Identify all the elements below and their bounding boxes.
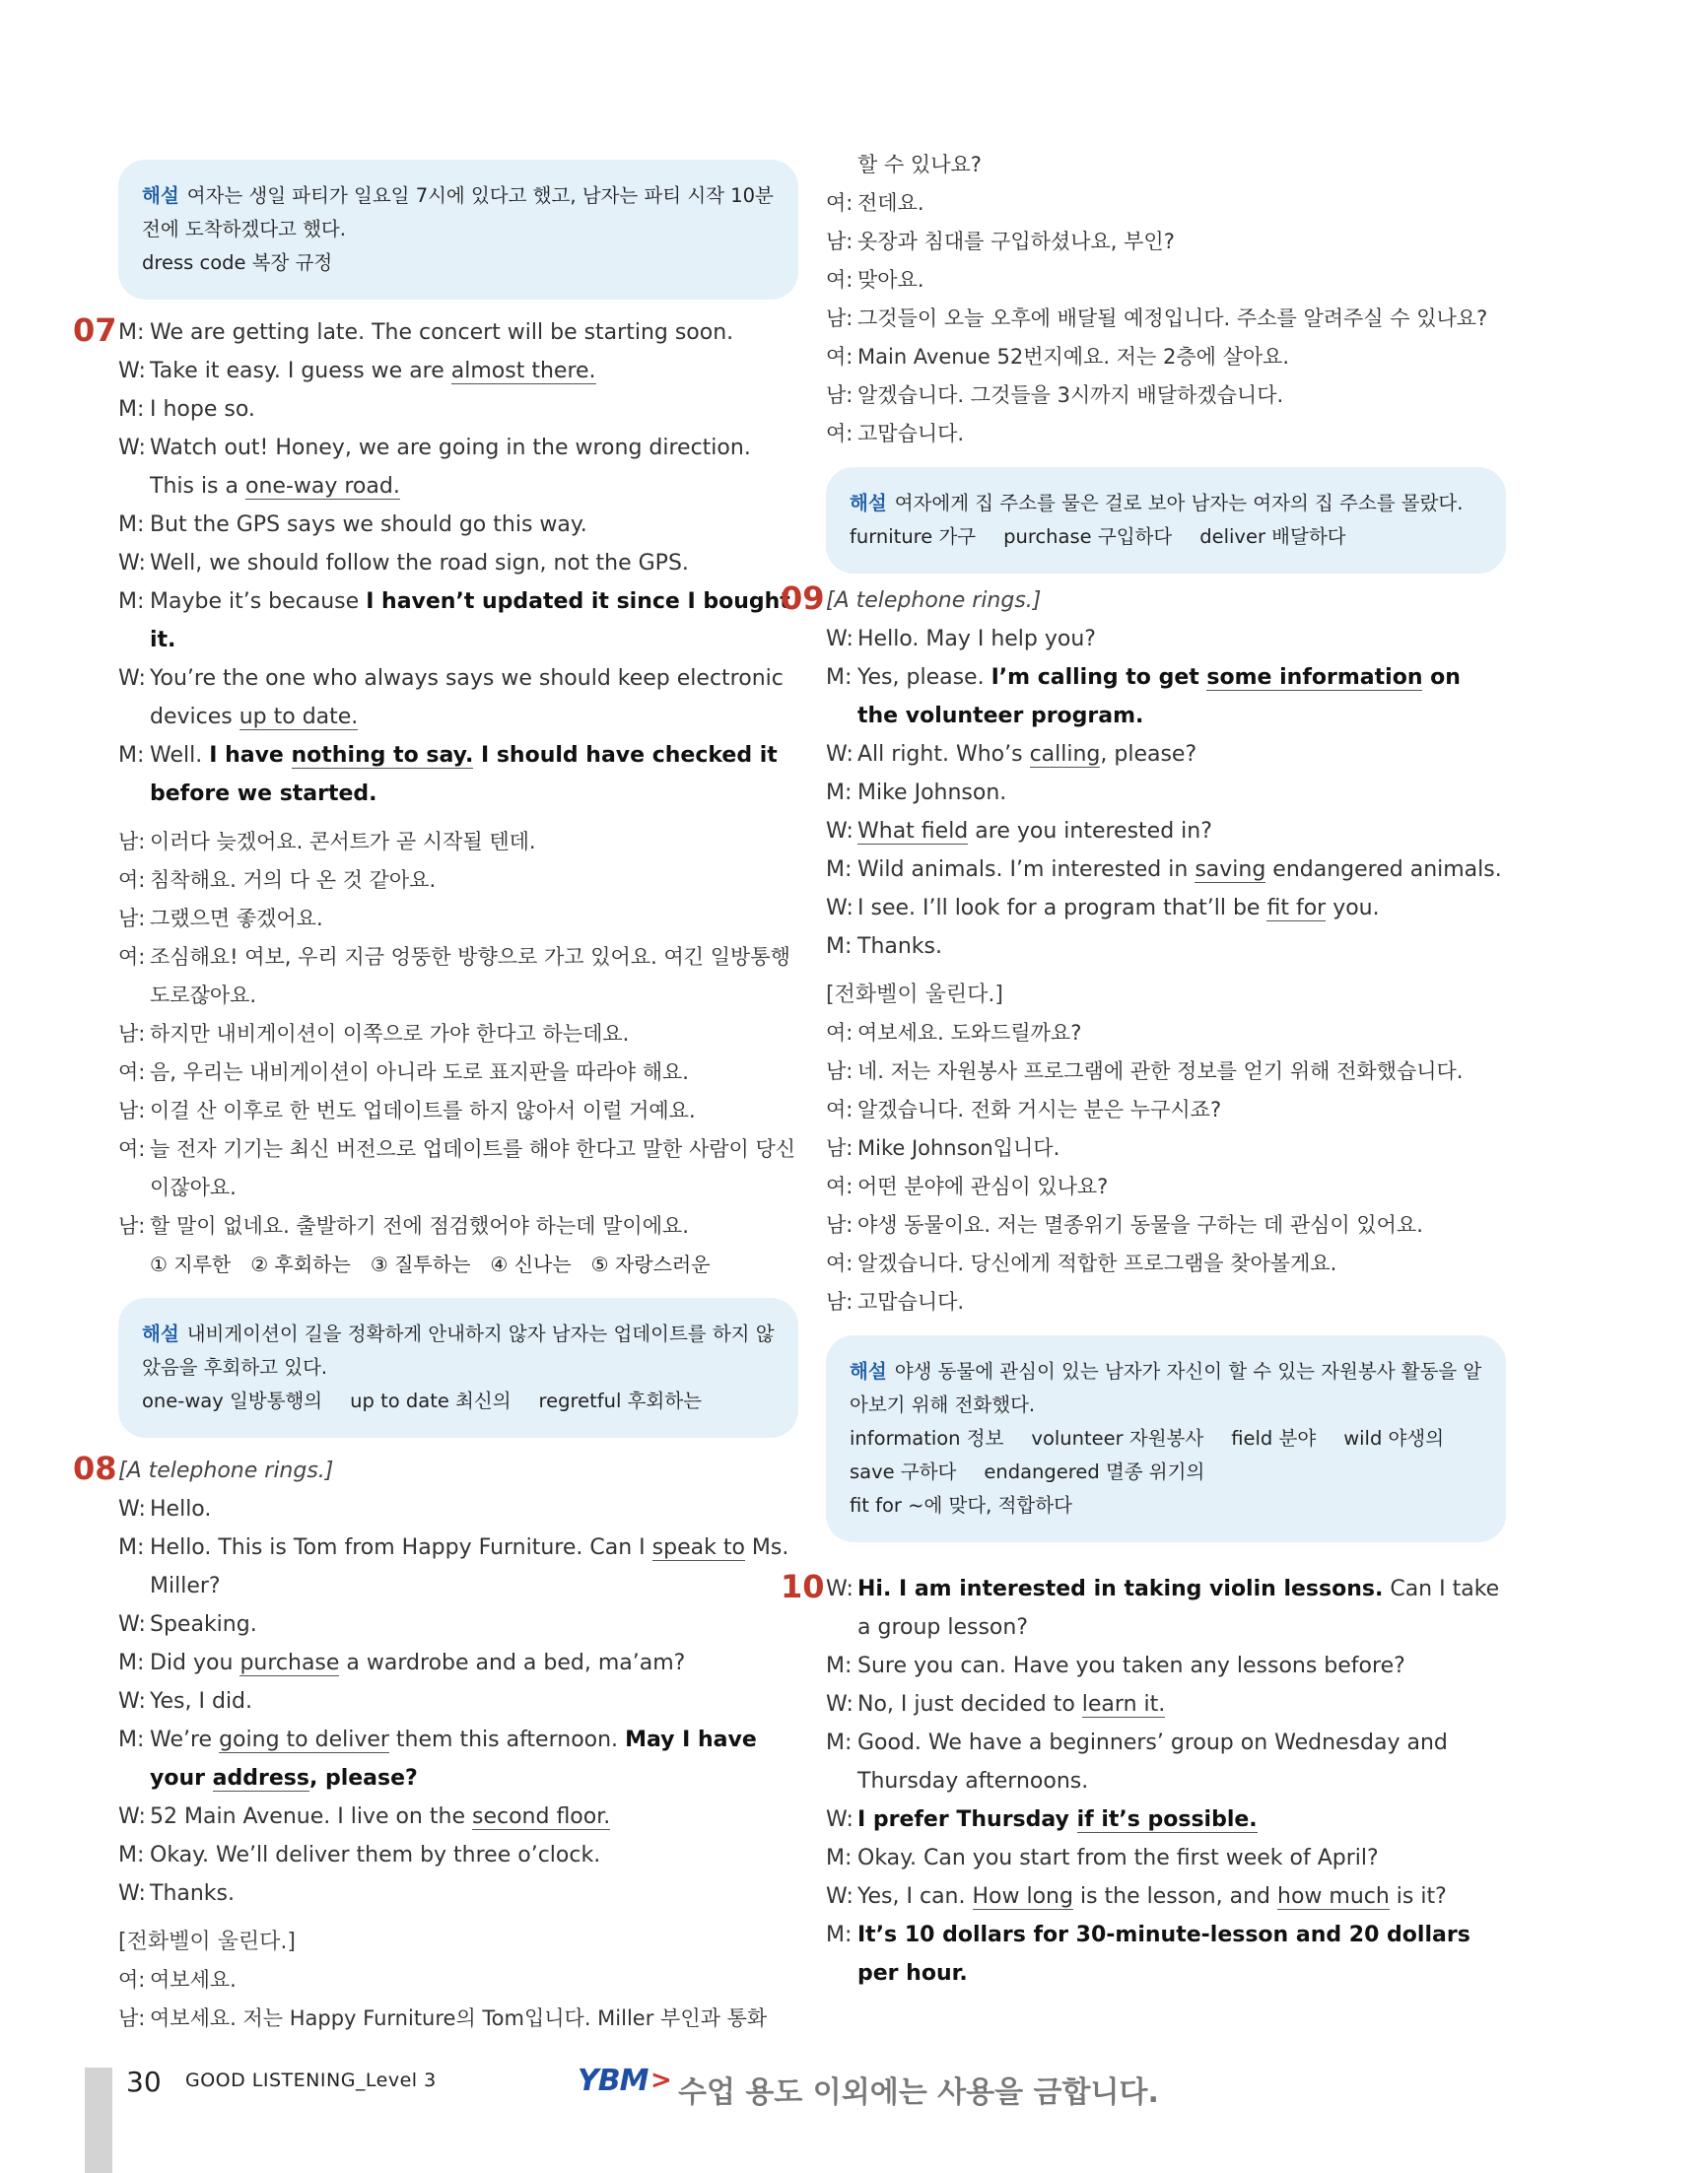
translation-text: 야생 동물이요. 저는 멸종위기 동물을 구하는 데 관심이 있어요. [857, 1213, 1423, 1237]
speaker-label: M: [118, 512, 145, 537]
translation-line [118, 1207, 798, 1246]
dialogue-text: 52 Main Avenue. I live on the [150, 1804, 472, 1829]
dialogue-line [826, 812, 1506, 850]
translation-text: 여보세요. 도와드릴까요? [857, 1021, 1082, 1045]
ybm-logo: YBM [578, 2064, 649, 2098]
speaker-label: M: [826, 857, 853, 882]
dialogue-line [826, 620, 1506, 658]
translation-text: 여보세요. 저는 Happy Furniture의 Tom입니다. Miller 부인과 통화 [150, 2006, 768, 2030]
dialogue-line [118, 390, 798, 429]
speaker-label: M: [118, 1651, 145, 1675]
translation-text: 알겠습니다. 그것들을 3시까지 배달하겠습니다. [857, 383, 1284, 407]
vocab-item: deliver 배달하다 [1199, 525, 1346, 548]
speaker-label: W: [826, 627, 854, 651]
explanation-box [826, 1335, 1506, 1542]
translation-text: 그것들이 오늘 오후에 배달될 예정입니다. 주소를 알려주실 수 있나요? [857, 306, 1488, 330]
dialogue-line [118, 1528, 798, 1605]
dialogue-text: you. [1326, 896, 1380, 920]
translation-line [118, 938, 798, 1015]
dialogue-line [826, 889, 1506, 927]
dialogue-text: Ms. Miller? [150, 1535, 789, 1598]
dialogue-text: , please? [1100, 742, 1197, 767]
dialogue-text: I hope so. [150, 397, 255, 422]
dialogue-text: I’m calling to get [991, 665, 1207, 690]
speaker-label: W: [118, 436, 146, 460]
translation-line [118, 900, 798, 938]
speaker-label: 남: [118, 1099, 146, 1122]
vocab-list [142, 1385, 775, 1418]
explanation-label: 해설 [850, 492, 887, 514]
translation-line [826, 1129, 1506, 1168]
dialogue-text: one-way road. [245, 474, 400, 499]
vocab-item: wild 야생의 [1343, 1427, 1445, 1450]
vocab-list [142, 246, 775, 280]
dialogue-text: May I have your [150, 1728, 757, 1791]
question-07 [73, 311, 798, 1284]
question-10 [781, 1568, 1506, 1993]
dialogue-text: Thanks. [857, 934, 943, 959]
dialogue-text: Yes, I did. [150, 1689, 253, 1714]
speaker-label: 남: [118, 1214, 146, 1238]
dialogue-line [118, 1490, 798, 1528]
speaker-label: M: [826, 934, 853, 959]
translation-line [826, 1206, 1506, 1245]
dialogue-line [826, 735, 1506, 774]
dialogue-text: We’re [150, 1728, 220, 1752]
dialogue-text: Sure you can. Have you taken any lessons before? [857, 1654, 1405, 1678]
speaker-label: 남: [826, 1290, 854, 1314]
page-number: 30 [126, 2066, 162, 2098]
dialogue-line [826, 1685, 1506, 1724]
dialogue-line [118, 659, 798, 736]
speaker-label: 남: [118, 2006, 146, 2030]
vocab-item: save 구하다 [850, 1460, 957, 1483]
dialogue-text: up to date. [239, 705, 359, 729]
explanation-text [142, 1318, 775, 1385]
dialogue-text: We are getting late. The concert will be starting soon. [150, 320, 734, 345]
translation-line [118, 2000, 798, 2038]
speaker-label: W: [118, 1881, 146, 1906]
speaker-label: 여: [826, 268, 854, 292]
dialogue-text: Watch out! Honey, we are going in the wrong direction. This is a [150, 436, 751, 499]
dialogue-text: I see. I’ll look for a program that’ll be [857, 896, 1267, 920]
speaker-label: 여: [118, 945, 146, 969]
translation-line [826, 223, 1506, 261]
answer-choice: ④ 신나는 [490, 1253, 572, 1276]
speaker-label: 남: [118, 1022, 146, 1046]
translation-text: 여보세요. [150, 1968, 237, 1992]
stage-direction-korean: [전화벨이 울린다.] [826, 983, 1003, 1007]
dialogue-text: Good. We have a beginners’ group on Wednesday and Thursday afternoons. [857, 1731, 1448, 1794]
dialogue-text: Can I take a group lesson? [857, 1577, 1500, 1640]
explanation-text [850, 1355, 1482, 1422]
speaker-label: W: [826, 896, 854, 920]
dialogue-line [826, 1647, 1506, 1685]
dialogue-text: Speaking. [150, 1612, 257, 1637]
left-column [73, 160, 798, 2038]
explanation-label: 해설 [142, 1323, 179, 1345]
dialogue-text: Hi. I am interested in taking violin lessons. [857, 1577, 1384, 1601]
translation-text: 침착해요. 거의 다 온 것 같아요. [150, 868, 437, 892]
translation-text: 알겠습니다. 전화 거시는 분은 누구시죠? [857, 1098, 1222, 1121]
explanation-body: 야생 동물에 관심이 있는 남자가 자신이 할 수 있는 자원봉사 활동을 알아보기 위해 전화했다. [850, 1360, 1482, 1416]
dialogue-text: Okay. Can you start from the first week of April? [857, 1846, 1379, 1870]
dialogue-line [118, 1721, 798, 1798]
dialogue-line [826, 1839, 1506, 1877]
dialogue-text: Well. [150, 743, 210, 768]
speaker-label: M: [118, 1728, 145, 1752]
speaker-label: W: [118, 1804, 146, 1829]
translation-text: 이러다 늦겠어요. 콘서트가 곧 시작될 텐데. [150, 830, 536, 853]
dialogue-line [118, 1836, 798, 1874]
dialogue-line [118, 313, 798, 352]
speaker-label: M: [118, 1535, 145, 1560]
dialogue-text: Did you [150, 1651, 240, 1675]
explanation-box [118, 160, 798, 300]
stage-direction [118, 1452, 798, 1490]
dialogue-text: Take it easy. I guess we are [150, 359, 451, 383]
explanation-body: 내비게이션이 길을 정확하게 안내하지 않자 남자는 업데이트를 하지 않았음을 후회하고 있다. [142, 1323, 775, 1379]
dialogue-line [826, 850, 1506, 889]
dialogue-text: Hello. [150, 1497, 212, 1522]
answer-choice: ③ 질투하는 [370, 1253, 471, 1276]
translation-line [826, 415, 1506, 453]
dialogue-text: Thanks. [150, 1881, 236, 1906]
dialogue-line [118, 352, 798, 390]
translation-text: 알겠습니다. 당신에게 적합한 프로그램을 찾아볼게요. [857, 1252, 1337, 1275]
explanation-box [118, 1298, 798, 1438]
speaker-label: M: [118, 320, 145, 345]
question-number: 08 [73, 1450, 117, 1487]
translation-line [118, 1092, 798, 1130]
speaker-label: W: [118, 551, 146, 576]
question-08 [73, 1450, 798, 2038]
chevron-right-icon: > [650, 2066, 672, 2095]
vocab-item: information 정보 [850, 1427, 1004, 1450]
answer-choice: ① 지루한 [150, 1253, 232, 1276]
vocab-item: regretful 후회하는 [538, 1390, 702, 1412]
vocab-item: fit for ~에 맞다, 적합하다 [850, 1494, 1072, 1517]
speaker-label: M: [826, 1923, 853, 1947]
dialogue-line [826, 774, 1506, 812]
speaker-label: 여: [826, 1175, 854, 1198]
vocab-list [850, 520, 1482, 554]
translation-text: 고맙습니다. [857, 422, 965, 445]
translation-line [118, 1053, 798, 1092]
explanation-label: 해설 [142, 184, 179, 207]
dialogue-text: how much [1277, 1884, 1390, 1909]
stage-direction-korean: [전화벨이 울린다.] [118, 1930, 296, 1954]
speaker-label: W: [826, 1577, 854, 1601]
translation-line [826, 146, 1506, 184]
book-title: GOOD LISTENING_Level 3 [185, 2070, 437, 2091]
speaker-label: 여: [118, 868, 146, 892]
dialogue-text: if it’s possible. [1076, 1807, 1258, 1832]
dialogue-line [118, 736, 798, 813]
vocab-item: purchase 구입하다 [1003, 525, 1173, 548]
dialogue-line [118, 1874, 798, 1913]
vocab-item: dress code 복장 규정 [142, 251, 333, 274]
speaker-label: 여: [826, 1098, 854, 1121]
question-09 [781, 579, 1506, 1322]
speaker-label: W: [826, 819, 854, 844]
dialogue-text: saving [1195, 857, 1266, 882]
translation-text: 음, 우리는 내비게이션이 아니라 도로 표지판을 따라야 해요. [150, 1060, 689, 1084]
dialogue-text: I should have checked it before we started. [150, 743, 778, 806]
speaker-label: M: [826, 665, 853, 690]
dialogue-text: learn it. [1081, 1692, 1166, 1717]
vocab-item: field 분야 [1231, 1427, 1317, 1450]
translation-text: 할 말이 없네요. 출발하기 전에 점검했어야 하는데 말이에요. [150, 1214, 689, 1238]
dialogue-text: I prefer Thursday [857, 1807, 1077, 1832]
answer-choices [118, 1246, 798, 1284]
dialogue-text: going to deliver [219, 1728, 389, 1752]
answer-choice: ② 후회하는 [250, 1253, 351, 1276]
translation-text: 조심해요! 여보, 우리 지금 엉뚱한 방향으로 가고 있어요. 여긴 일방통행 도로잖아요. [150, 945, 790, 1007]
dialogue-text: address [212, 1766, 309, 1791]
dialogue-text: a wardrobe and a bed, ma’am? [339, 1651, 686, 1675]
translation-text: 전데요. [857, 191, 924, 215]
dialogue-text: I haven’t updated it since I bought it. [150, 589, 790, 652]
speaker-label: M: [118, 589, 145, 614]
usage-notice: 수업 용도 이외에는 사용을 금합니다. [678, 2075, 1159, 2110]
translation-text: Main Avenue 52번지예요. 저는 2층에 살아요. [857, 345, 1290, 369]
speaker-label: 남: [826, 230, 854, 253]
translation-line [826, 376, 1506, 415]
translation-text: 하지만 내비게이션이 이쪽으로 가야 한다고 하는데요. [150, 1022, 630, 1046]
dialogue-text: You’re the one who always says we should keep electronic devices [150, 666, 784, 729]
dialogue-line [826, 927, 1506, 966]
question-number: 09 [781, 579, 825, 617]
speaker-label: M: [118, 1843, 145, 1867]
dialogue-text: second floor. [471, 1804, 611, 1829]
explanation-text [850, 487, 1482, 520]
dialogue-line [826, 1916, 1506, 1993]
translation-text: 고맙습니다. [857, 1290, 965, 1314]
translation-text: 네. 저는 자원봉사 프로그램에 관한 정보를 얻기 위해 전화했습니다. [857, 1059, 1464, 1083]
dialogue-text: them this afternoon. [388, 1728, 626, 1752]
speaker-label: W: [826, 1692, 854, 1717]
explanation-body: 여자는 생일 파티가 일요일 7시에 있다고 했고, 남자는 파티 시작 10분 전에 도착하겠다고 했다. [142, 184, 774, 240]
speaker-label: 여: [826, 1021, 854, 1045]
translation-line [826, 1168, 1506, 1206]
translation-text: 그랬으면 좋겠어요. [150, 907, 323, 930]
dialogue-text: nothing to say. [291, 743, 474, 768]
question-08-continued [826, 146, 1506, 453]
dialogue-line [118, 1682, 798, 1721]
dialogue-text: , please? [308, 1766, 418, 1791]
dialogue-text: almost there. [450, 359, 596, 383]
translation-text: 맞아요. [857, 268, 924, 292]
translation-text: 할 수 있나요? [857, 153, 982, 176]
dialogue-line [826, 1800, 1506, 1839]
speaker-label: 여: [826, 1252, 854, 1275]
speaker-label: 남: [826, 1136, 854, 1160]
vocab-item: endangered 멸종 위기의 [984, 1460, 1205, 1483]
question-number: 10 [781, 1568, 825, 1605]
answer-choice: ⑤ 자랑스러운 [590, 1253, 711, 1276]
translation-line [118, 1961, 798, 2000]
dialogue-text: on the volunteer program. [857, 665, 1461, 728]
speaker-label: M: [826, 781, 853, 805]
dialogue-text: Well, we should follow the road sign, not the GPS. [150, 551, 689, 576]
dialogue-line [118, 544, 798, 582]
dialogue-line [826, 1570, 1506, 1647]
explanation-box [826, 467, 1506, 574]
translation-line [826, 1245, 1506, 1283]
translation-line [118, 1130, 798, 1207]
dialogue-line [826, 1724, 1506, 1800]
translation-text: 이걸 산 이후로 한 번도 업데이트를 하지 않아서 이럴 거예요. [150, 1099, 696, 1122]
right-column [781, 146, 1506, 1993]
translation-text: 어떤 분야에 관심이 있나요? [857, 1175, 1109, 1198]
dialogue-text: But the GPS says we should go this way. [150, 512, 587, 537]
dialogue-text: All right. Who’s [857, 742, 1030, 767]
dialogue-text: purchase [239, 1651, 340, 1675]
dialogue-text: Mike Johnson. [857, 781, 1007, 805]
dialogue-line [118, 582, 798, 659]
speaker-label: M: [826, 1654, 853, 1678]
translation-text: 옷장과 침대를 구입하셨나요, 부인? [857, 230, 1175, 253]
speaker-label: 남: [118, 907, 146, 930]
translation-line [826, 1091, 1506, 1129]
speaker-label: W: [826, 742, 854, 767]
dialogue-text: I have [209, 743, 292, 768]
translation-line [826, 338, 1506, 376]
translation-text: 늘 전자 기기는 최신 버전으로 업데이트를 해야 한다고 말한 사람이 당신이잖아요. [150, 1137, 796, 1199]
dialogue-text: speak to [651, 1535, 745, 1560]
translation-line [118, 823, 798, 861]
dialogue-text: Wild animals. I’m interested in [857, 857, 1196, 882]
dialogue-text: What field [857, 819, 969, 844]
speaker-label: 남: [826, 306, 854, 330]
translation-line [826, 300, 1506, 338]
speaker-label: M: [826, 1731, 853, 1755]
dialogue-text: Hello. This is Tom from Happy Furniture. Can I [150, 1535, 652, 1560]
explanation-label: 해설 [850, 1360, 887, 1383]
stage-text: [A telephone rings.] [118, 1459, 334, 1483]
dialogue-text: Maybe it’s because [150, 589, 367, 614]
speaker-label: M: [118, 743, 145, 768]
vocab-item: furniture 가구 [850, 525, 977, 548]
dialogue-line [826, 658, 1506, 735]
speaker-label: 여: [826, 422, 854, 445]
dialogue-text: It’s 10 dollars for 30-minute-lesson and 20 dollars per hour. [857, 1923, 1470, 1986]
translation-line [826, 261, 1506, 300]
dialogue-text: is it? [1389, 1884, 1447, 1909]
dialogue-line [118, 429, 798, 506]
explanation-text [142, 179, 775, 246]
translation-text: Mike Johnson입니다. [857, 1136, 1060, 1160]
question-number: 07 [73, 311, 117, 349]
dialogue-text: some information [1206, 665, 1423, 690]
dialogue-text: are you interested in? [968, 819, 1212, 844]
speaker-label: 남: [826, 383, 854, 407]
dialogue-text: Okay. We’ll deliver them by three o’clock. [150, 1843, 601, 1867]
stage-text: [A telephone rings.] [826, 588, 1042, 613]
dialogue-line [118, 1644, 798, 1682]
speaker-label: W: [826, 1884, 854, 1909]
speaker-label: 남: [826, 1059, 854, 1083]
speaker-label: W: [118, 666, 146, 691]
translation-line [826, 1283, 1506, 1322]
translation-line [826, 1053, 1506, 1091]
dialogue-line [118, 506, 798, 544]
dialogue-text: Hello. May I help you? [857, 627, 1096, 651]
translation-line [118, 861, 798, 900]
speaker-label: M: [826, 1846, 853, 1870]
dialogue-text: Yes, I can. [857, 1884, 973, 1909]
speaker-label: W: [826, 1807, 854, 1832]
speaker-label: 여: [118, 1137, 146, 1161]
dialogue-text: endangered animals. [1265, 857, 1502, 882]
speaker-label: M: [118, 397, 145, 422]
stage-direction [826, 581, 1506, 620]
vocab-list [850, 1422, 1482, 1523]
dialogue-text: How long [972, 1884, 1073, 1909]
dialogue-line [826, 1877, 1506, 1916]
speaker-label: W: [118, 1689, 146, 1714]
speaker-label: W: [118, 359, 146, 383]
dialogue-text: Yes, please. [857, 665, 991, 690]
dialogue-text: No, I just decided to [857, 1692, 1082, 1717]
explanation-body: 여자에게 집 주소를 물은 걸로 보아 남자는 여자의 집 주소를 몰랐다. [894, 492, 1464, 514]
dialogue-text: calling [1029, 742, 1101, 767]
speaker-label: W: [118, 1497, 146, 1522]
dialogue-text: is the lesson, and [1072, 1884, 1277, 1909]
translation-line [826, 184, 1506, 223]
dialogue-line [118, 1798, 798, 1836]
speaker-label: 남: [118, 830, 146, 853]
dialogue-text: fit for [1266, 896, 1327, 920]
speaker-label: 여: [826, 191, 854, 215]
speaker-label: 여: [118, 1060, 146, 1084]
speaker-label: W: [118, 1612, 146, 1637]
footer-bar [85, 2068, 112, 2173]
vocab-item: volunteer 자원봉사 [1031, 1427, 1204, 1450]
speaker-label: 남: [826, 1213, 854, 1237]
speaker-label: 여: [826, 345, 854, 369]
translation-line [826, 1014, 1506, 1053]
vocab-item: one-way 일방통행의 [142, 1390, 323, 1412]
speaker-label: 여: [118, 1968, 146, 1992]
vocab-item: up to date 최신의 [350, 1390, 512, 1412]
dialogue-line [118, 1605, 798, 1644]
translation-line [118, 1015, 798, 1053]
